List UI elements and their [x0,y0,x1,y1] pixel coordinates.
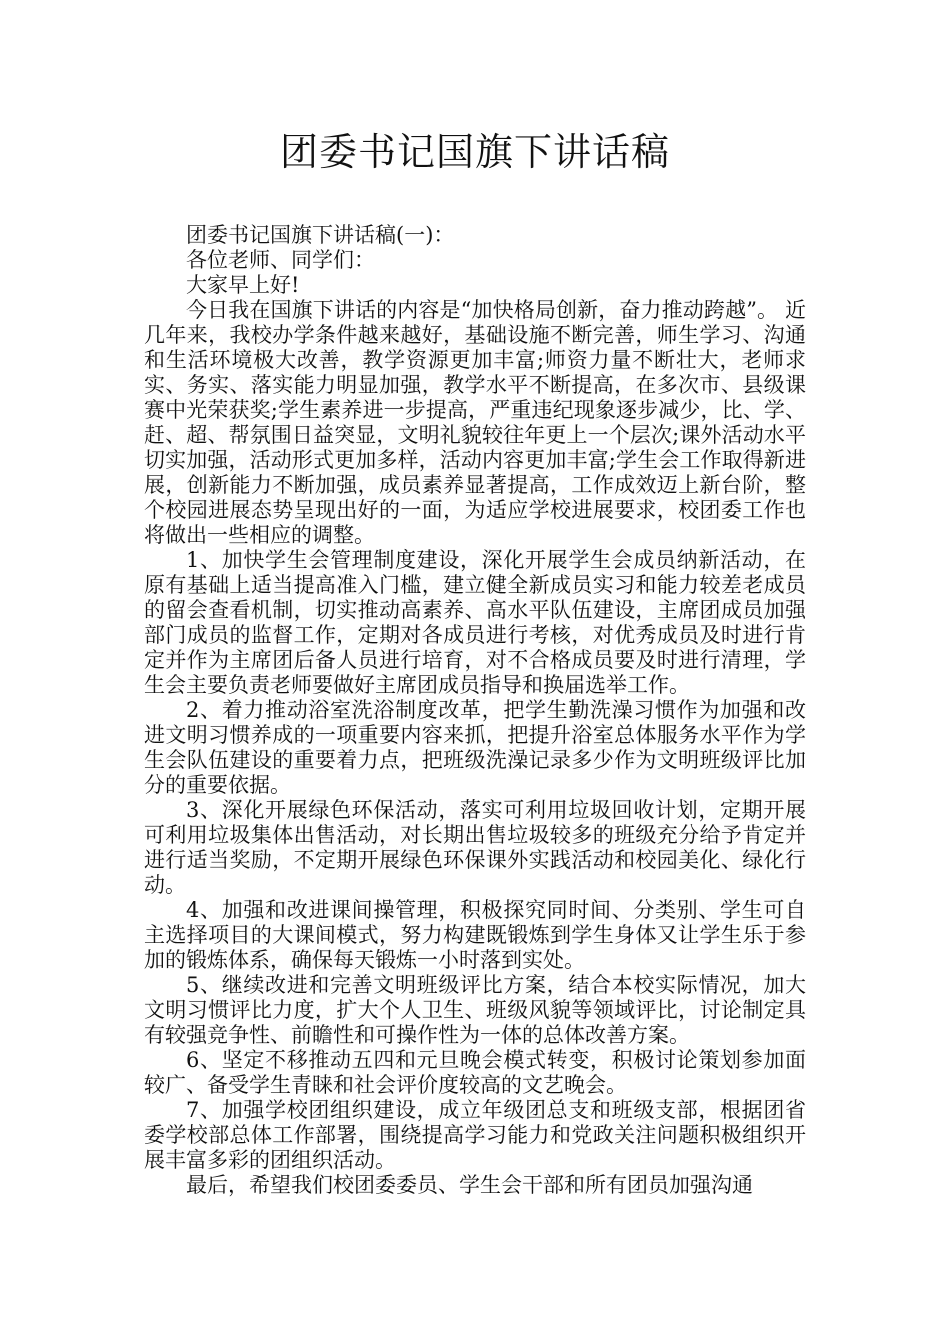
paragraph-item-1: 1、加快学生会管理制度建设，深化开展学生会成员纳新活动，在原有基础上适当提高准入门槛，建立健全新成员实习和能力较差老成员的留会查看机制，切实推动高素养、高水平队伍建设，主席团成员加强部门成员的监督工作，定期对各成员进行考核，对优秀成员及时进行肯定并作为主席团后备人员进行培育，对不合格成员要及时进行清理，学生会主要负责老师要做好主席团成员指导和换届选举工作。 [144,548,806,697]
paragraph-greeting: 大家早上好! [186,273,300,297]
paragraph-item-3: 3、深化开展绿色环保活动，落实可利用垃圾回收计划，定期开展可利用垃圾集体出售活动，对长期出售垃圾较多的班级充分给予肯定并进行适当奖励，不定期开展绿色环保课外实践活动和校园美化、绿化行动。 [144,798,806,897]
paragraph-item-2: 2、着力推动浴室洗浴制度改革，把学生勤洗澡习惯作为加强和改进文明习惯养成的一项重要内容来抓，把提升浴室总体服务水平作为学生会队伍建设的重要着力点，把班级洗澡记录多少作为文明班级评比加分的重要依据。 [144,698,806,797]
document-body [144,223,806,1198]
paragraph-item-6: 6、坚定不移推动五四和元旦晚会模式转变，积极讨论策划参加面较广、备受学生青睐和社会评价度较高的文艺晚会。 [144,1048,806,1097]
paragraph-closing: 最后，希望我们校团委委员、学生会干部和所有团员加强沟通 [186,1173,753,1197]
paragraph-item-4: 4、加强和改进课间操管理，积极探究同时间、分类别、学生可自主选择项目的大课间模式，努力构建既锻炼到学生身体又让学生乐于参加的锻炼体系，确保每天锻炼一小时落到实处。 [144,898,806,972]
paragraph-salutation: 各位老师、同学们： [186,248,375,272]
paragraph-subtitle: 团委书记国旗下讲话稿(一)： [186,223,455,247]
paragraph-intro: 今日我在国旗下讲话的内容是“加快格局创新，奋力推动跨越”。 近几年来，我校办学条件越来越好，基础设施不断完善，师生学习、沟通和生活环境极大改善，教学资源更加丰富;师资力量不断壮大，老师求实、务实、落实能力明显加强，教学水平不断提高，在多次市、县级课赛中光荣获奖;学生素养进一步提高，严重违纪现象逐步减少，比、学、赶、超、帮氛围日益突显，文明礼貌较往年更上一个层次;课外活动水平切实加强，活动形式更加多样，活动内容更加丰富;学生会工作取得新进展，创新能力不断加强，成员素养显著提高，工作成效迈上新台阶，整个校园进展态势呈现出好的一面，为适应学校进展要求，校团委工作也将做出一些相应的调整。 [144,298,806,547]
document-title: 团委书记国旗下讲话稿 [279,130,670,174]
paragraph-item-5: 5、继续改进和完善文明班级评比方案，结合本校实际情况，加大文明习惯评比力度，扩大个人卫生、班级风貌等领域评比，讨论制定具有较强竞争性、前瞻性和可操作性为一体的总体改善方案。 [144,973,806,1047]
paragraph-item-7: 7、加强学校团组织建设，成立年级团总支和班级支部，根据团省委学校部总体工作部署，围绕提高学习能力和党政关注问题积极组织开展丰富多彩的团组织活动。 [144,1098,806,1172]
